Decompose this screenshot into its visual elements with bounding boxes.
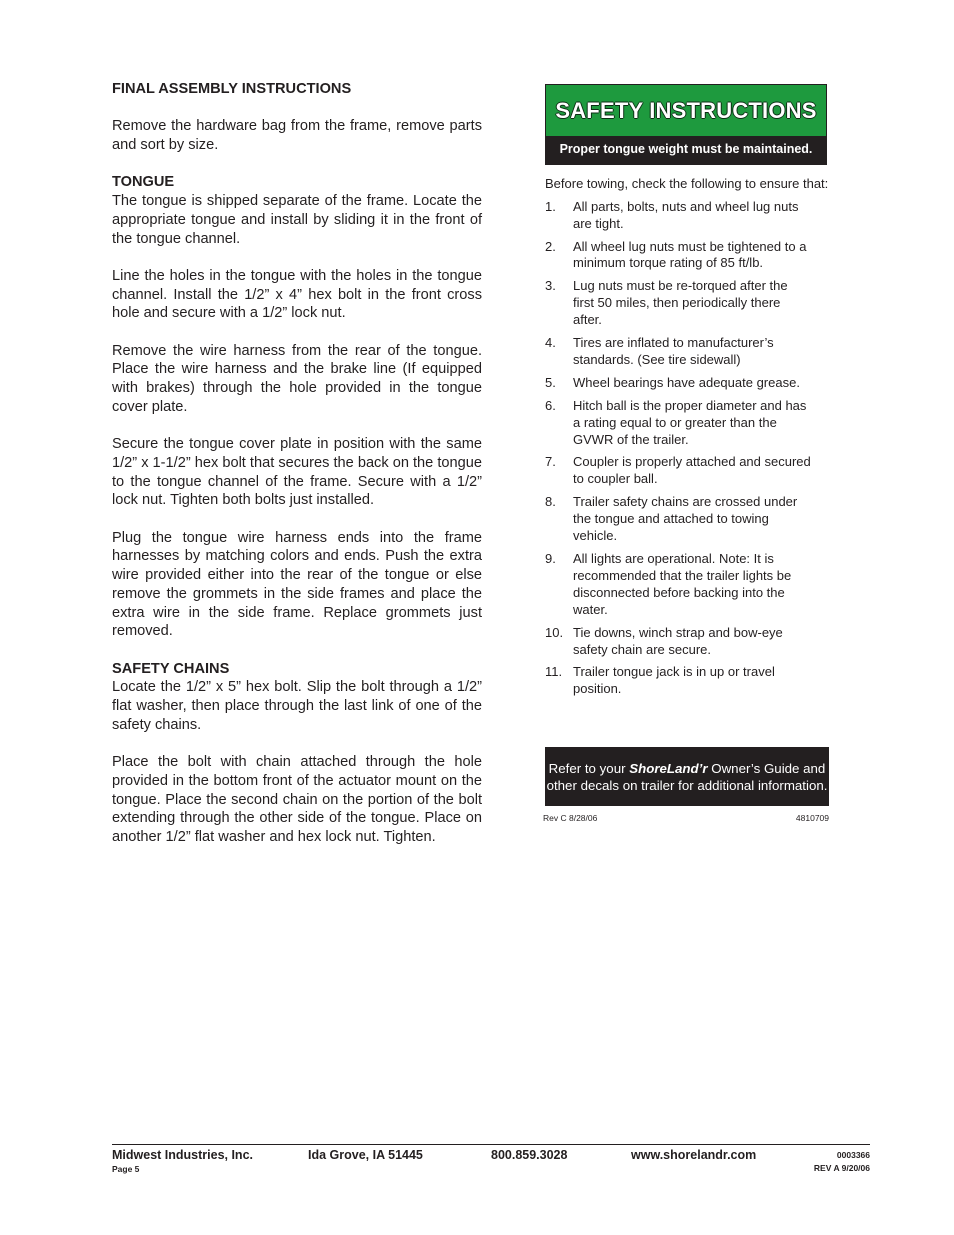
checklist-item (545, 625, 811, 659)
checklist-item-text: Trailer tongue jack is in up or travel position. (573, 664, 775, 697)
footer-website: www.shorelandr.com (631, 1148, 757, 1162)
tongue-paragraph-1: The tongue is shipped separate of the frame. Locate the appropriate tongue and install by sliding it in the front of the tongue channel. (112, 193, 482, 247)
checklist-item (545, 199, 811, 233)
refer-text-after: Owner’s Guide and other decals on trailer for additional information. (546, 760, 828, 793)
decal-revision-line (543, 813, 829, 823)
safety-banner-subtitle: Proper tongue weight must be maintained. (559, 142, 813, 156)
tongue-paragraph-2: Line the holes in the tongue with the holes in the tongue channel. Install the 1/2” x 4” hex bolt in the front cross hole and secure with a 1/2” lock nut. (112, 267, 482, 322)
checklist-item-number: 2. (545, 238, 556, 254)
checklist-item (545, 494, 811, 545)
checklist-item-text: Wheel bearings have adequate grease. (573, 374, 800, 390)
safety-checklist (545, 199, 829, 699)
footer-page-number: Page 5 (112, 1164, 140, 1174)
checklist-item-number: 4. (545, 335, 556, 351)
tongue-paragraph-4: Secure the tongue cover plate in position with the same 1/2” x 1-1/2” hex bolt that secures the back on the tongue to the tongue channel of the frame. Secure with a 1/2” lock nut. Tighten both bolts just installed. (112, 436, 482, 509)
checklist-item-number: 9. (545, 551, 556, 567)
tongue-heading: TONGUE (112, 174, 175, 191)
footer-city: Ida Grove, IA 51445 (308, 1148, 423, 1162)
checklist-item-text: Tie downs, winch strap and bow-eye safety chain are secure. (573, 624, 783, 657)
checklist-item (545, 551, 811, 619)
safety-banner-title-box (546, 85, 826, 136)
refer-text-before: Refer to your (548, 760, 630, 776)
checklist-item (545, 335, 811, 369)
safety-chains-paragraph-1: Locate the 1/2” x 5” hex bolt. Slip the bolt through a 1/2” flat washer, then place through the last link of one of the safety chains. (112, 679, 482, 733)
safety-banner (545, 84, 827, 165)
checklist-item-text: Coupler is properly attached and secured to coupler ball. (573, 454, 811, 487)
checklist-item-number: 3. (545, 278, 556, 294)
tongue-paragraph-5: Plug the tongue wire harness ends into the frame harnesses by matching colors and ends. Push the extra wire provided either into the rear of the tongue or else remove the grommets in the side frames and place the extra wire in the side frame. Replace grommets just removed. (112, 529, 482, 640)
checklist-item (545, 239, 811, 273)
tongue-paragraph-3: Remove the wire harness from the rear of the tongue. Place the wire harness and the brake line (If equipped with brakes) through the hole provided in the tongue cover plate. (112, 342, 482, 415)
footer-company: Midwest Industries, Inc. (112, 1148, 253, 1162)
checklist-item-text: All lights are operational. Note: It is recommended that the trailer lights be disconnected before backing into the water. (573, 551, 792, 617)
safety-intro: Before towing, check the following to ensure that: (545, 176, 829, 191)
decal-revision: Rev C 8/28/06 (543, 813, 598, 823)
checklist-item-text: All parts, bolts, nuts and wheel lug nuts are tight. (573, 198, 799, 231)
decal-part-number: 4810709 (795, 813, 829, 823)
safety-chains-heading: SAFETY CHAINS (112, 660, 230, 677)
checklist-item-text: Tires are inflated to manufacturer’s standards. (See tire sidewall) (573, 335, 774, 367)
checklist-item-number: 6. (545, 397, 556, 413)
brand-name: ShoreLand’r (629, 760, 708, 776)
checklist-item-number: 11. (545, 664, 563, 680)
assembly-instructions (112, 80, 482, 865)
checklist-item (545, 375, 811, 392)
footer-doc-number: 0003366 (836, 1150, 870, 1160)
safety-chains-paragraph-2: Place the bolt with chain attached through the hole provided in the bottom front of the actuator mount on the tongue. Place the second chain on the portion of the bolt extending through the other side of the tongue. Place on another 1/2” flat washer and hex lock nut. Tighten. (112, 754, 482, 845)
checklist-item (545, 454, 811, 488)
footer-divider (112, 1144, 870, 1145)
safety-decal (545, 84, 829, 704)
checklist-item-number: 8. (545, 494, 556, 510)
checklist-item-text: Hitch ball is the proper diameter and has a rating equal to or greater than the GVWR of the trailer. (573, 397, 807, 447)
footer-doc-revision: REV A 9/20/06 (813, 1163, 870, 1173)
checklist-item (545, 398, 811, 449)
intro-paragraph: Remove the hardware bag from the frame, remove parts and sort by size. (112, 118, 482, 154)
checklist-item (545, 278, 811, 329)
checklist-item-number: 5. (545, 374, 556, 390)
checklist-item-text: Trailer safety chains are crossed under the tongue and attached to towing vehicle. (573, 494, 798, 544)
checklist-item-number: 10. (545, 624, 564, 640)
refer-note (545, 747, 829, 806)
checklist-item (545, 664, 811, 698)
checklist-item-text: Lug nuts must be re-torqued after the first 50 miles, then periodically there after. (573, 278, 788, 328)
footer-phone: 800.859.3028 (491, 1148, 568, 1162)
section-title: FINAL ASSEMBLY INSTRUCTIONS (112, 81, 352, 97)
checklist-item-number: 1. (545, 198, 556, 214)
checklist-item-number: 7. (545, 454, 556, 470)
checklist-item-text: All wheel lug nuts must be tightened to a minimum torque rating of 85 ft/lb. (573, 238, 807, 271)
safety-banner-title: SAFETY INSTRUCTIONS (555, 97, 817, 123)
